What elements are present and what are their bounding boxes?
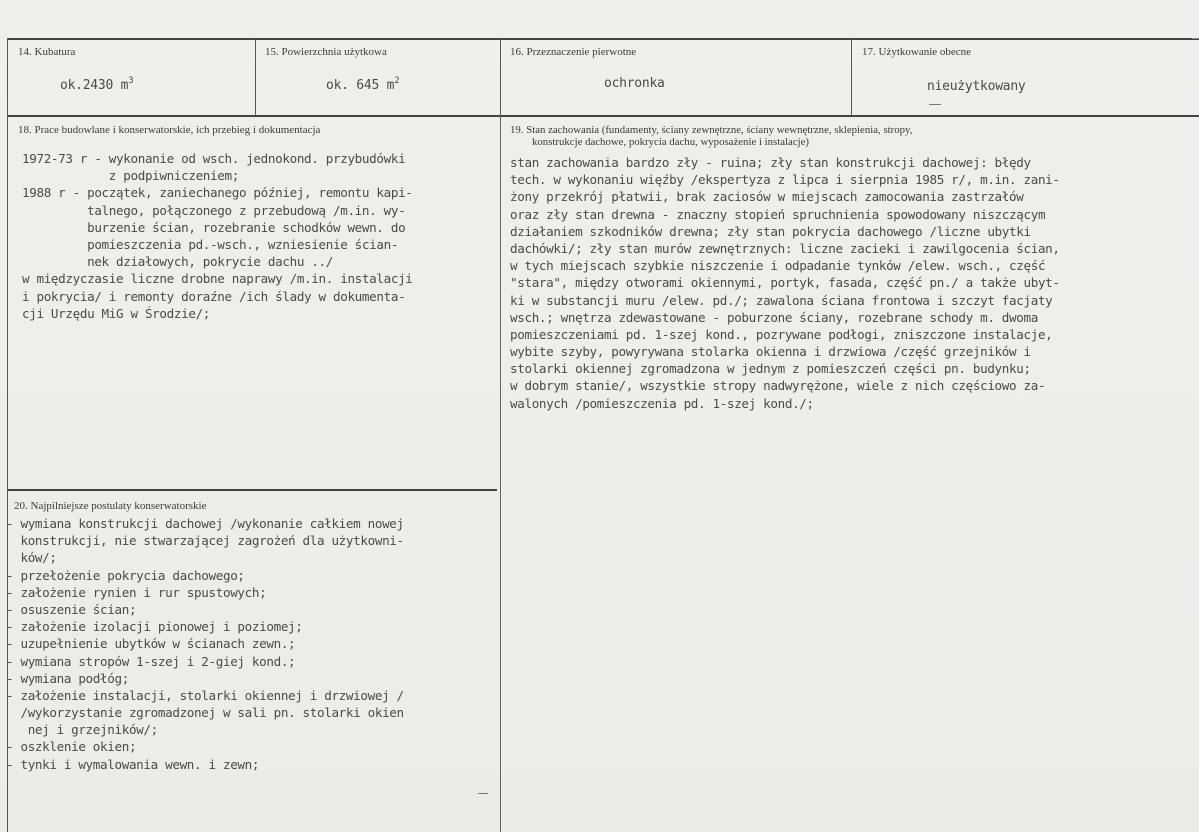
section-19-line: w tych miejscach szybkie niszczenie i odpadanie tynków /elew. wsch., część [510, 258, 1046, 274]
section-19-line: ki w substancji muru /elew. pd./; zawalona ściana frontowa i szczyt facjaty [510, 292, 1053, 308]
divider-15-16 [500, 38, 501, 116]
field-15-value [326, 76, 399, 93]
section-18-line: i pokrycia/ i remonty doraźne /ich ślady w dokumenta- [22, 288, 406, 304]
section-20-line: - przełożenie pokrycia dachowego; [6, 567, 245, 583]
section-18-line: talnego, połączonego z przebudową /m.in. wy- [22, 202, 406, 218]
section-20-line: nej i grzejników/; [6, 722, 158, 738]
section-19-line: wybite szyby, powyrywana stolarka okienna i drzwiowa /część grzejników i [510, 344, 1031, 360]
section-18-line: pomieszczenia pd.-wsch., wzniesienie ścian- [22, 236, 399, 252]
section-20-line: - oszklenie okien; [6, 739, 137, 755]
section-18-line: nek działowych, pokrycie dachu ../ [22, 254, 333, 270]
section-18-line: w międzyczasie liczne drobne naprawy /m.in. instalacji [22, 271, 413, 287]
section-18-line: burzenie ścian, rozebranie schodków wewn. do [22, 219, 406, 235]
kubatura-unit-exponent: 3 [128, 76, 134, 86]
section-20-top-rule [7, 489, 497, 491]
section-19-line: w dobrym stanie/, wszystkie stropy nadwyrężone, wiele z nich częściowo za- [510, 378, 1046, 394]
section-20-line: - założenie rynien i rur spustowych; [6, 584, 267, 600]
right-edge-rule [1192, 38, 1199, 39]
section-19-label: 19. Stan zachowania (fundamenty, ściany zewnętrzne, ściany wewnętrzne, sklepienia, stropy, [510, 124, 913, 136]
section-19-line: wsch.; wnętrza zdewastowane - poburzone ściany, rozebrane schody m. dwoma [510, 309, 1038, 325]
section-20-label: 20. Najpilniejsze postulaty konserwatorskie [14, 500, 207, 512]
section-20-line: ków/; [6, 550, 57, 566]
section-19-line: żony przekrój płatwii, brak zaciosów w miejscach zamocowania zastrzałów [510, 189, 1024, 205]
section-19-line: tech. w wykonaniu więźby /ekspertyza z lipca i sierpnia 1985 r/, m.in. zani- [510, 172, 1060, 188]
section-18-label: 18. Prace budowlane i konserwatorskie, ich przebieg i dokumentacja [18, 124, 321, 136]
section-18-line: z podpiwniczeniem; [22, 168, 239, 184]
section-20-line: - wymiana podłóg; [6, 670, 129, 686]
field-17-label: 17. Użytkowanie obecne [862, 46, 972, 58]
section-20-line: /wykorzystanie zgromadzonej w sali pn. stolarki okien [6, 705, 404, 721]
field-16-label: 16. Przeznaczenie pierwotne [510, 46, 637, 58]
divider-16-17 [851, 38, 852, 116]
area-unit-exponent: 2 [394, 76, 400, 86]
section-20-text [6, 515, 404, 773]
section-18-line: 1988 r - początek, zaniechanego później, remontu kapi- [22, 185, 413, 201]
section-18-line: cji Urzędu MiG w Środzie/; [22, 305, 211, 321]
field-17-dash-mark [929, 104, 941, 105]
section-19-label-continued: konstrukcje dachowe, pokrycia dachu, wyposażenie i instalacje) [532, 136, 810, 148]
section-20-line: - tynki i wymalowania wewn. i zewn; [6, 756, 260, 772]
field-14-value [60, 76, 133, 93]
top-rule [7, 38, 1199, 40]
field-16-value: ochronka [604, 76, 665, 91]
kubatura-value: ok.2430 m [60, 78, 129, 93]
center-divider [500, 116, 501, 832]
section-20-line: - założenie instalacji, stolarki okiennej i drzwiowej / [6, 687, 404, 703]
section-19-line: oraz zły stan drewna - znaczny stopień spruchnienia spowodowany niszczącym [510, 206, 1046, 222]
section-19-line: pomieszczeniami pd. 1-szej kond., pozrywane podłogi, zniszczone instalacje, [510, 326, 1053, 342]
section-20-line: - założenie izolacji pionowej i poziomej; [6, 619, 303, 635]
section-18-line: 1972-73 r - wykonanie od wsch. jednokond. przybudówki [22, 151, 406, 166]
divider-14-15 [255, 38, 256, 116]
header-bottom-rule [7, 115, 1199, 117]
pen-mark [478, 793, 488, 794]
section-19-line: dachówki/; zły stan murów zewnętrznych: liczne zacieki i zawilgocenia ścian, [510, 240, 1060, 256]
section-20-line: - osuszenie ścian; [6, 601, 137, 617]
section-19-line: "stara", między otworami okiennymi, portyk, fasada, część pn./ a także ubyt- [510, 275, 1060, 291]
section-18-text [22, 150, 413, 322]
section-19-line: walonych /pomieszczenia pd. 1-szej kond./; [510, 395, 814, 411]
section-20-line: - wymiana stropów 1-szej i 2-giej kond.; [6, 653, 296, 669]
section-20-line: konstrukcji, nie stwarzającej zagrożeń dla użytkowni- [6, 533, 404, 549]
area-value: ok. 645 m [326, 78, 395, 93]
section-20-line: - wymiana konstrukcji dachowej /wykonanie całkiem nowej [6, 516, 404, 531]
section-20-line: - uzupełnienie ubytków w ścianach zewn.; [6, 636, 296, 652]
section-19-line: stan zachowania bardzo zły - ruina; zły stan konstrukcji dachowej: błędy [510, 155, 1031, 170]
section-19-line: stolarki okiennej zgromadzona w jednym z pomieszczeń części pn. budynku; [510, 361, 1031, 377]
section-19-line: działaniem szkodników drewna; zły stan pokrycia dachowego /liczne ubytki [510, 223, 1031, 239]
field-17-value: nieużytkowany [927, 79, 1026, 94]
field-14-label: 14. Kubatura [18, 46, 76, 58]
field-15-label: 15. Powierzchnia użytkowa [265, 46, 387, 58]
section-19-text [510, 154, 1060, 412]
